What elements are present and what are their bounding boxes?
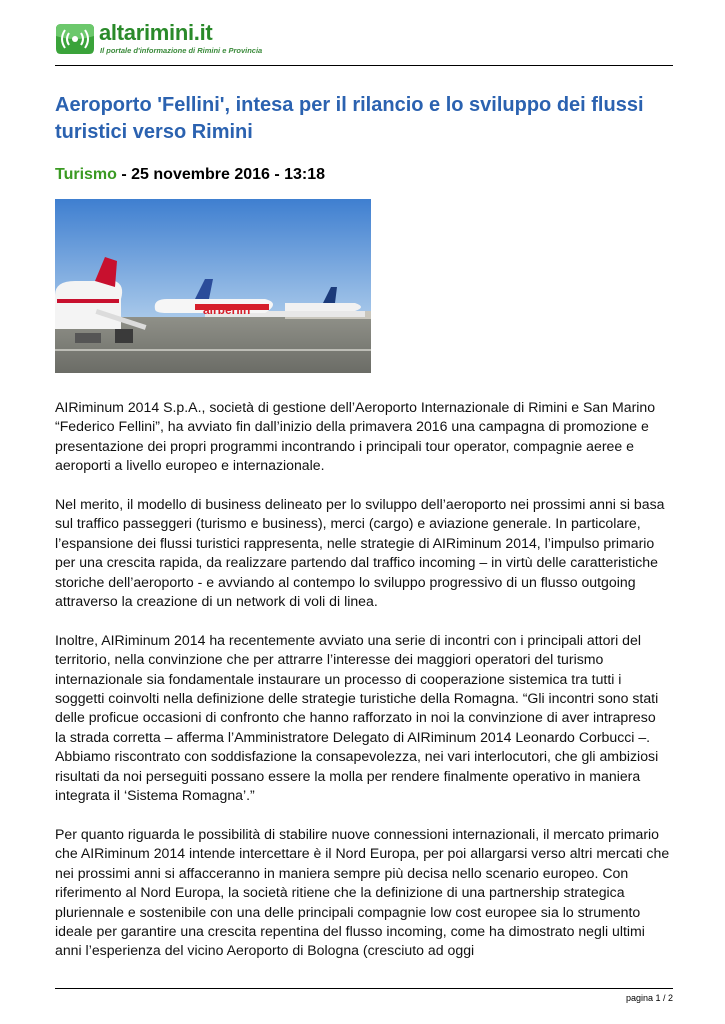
site-tagline: Il portale d'informazione di Rimini e Provincia (100, 46, 263, 55)
page-number: pagina 1 / 2 (625, 993, 673, 1003)
site-header (55, 18, 673, 66)
article-photo (55, 199, 371, 373)
airport-photo-illustration (55, 199, 371, 373)
paragraph: AIRiminum 2014 S.p.A., società di gestione dell’Aeroporto Internazionale di Rimini e San Marino “Federico Fellini”, ha avviato fin dall’inizio della primavera 2016 una campagna di promozione e presentazione dei propri programmi incontrando i principali tour operator, compagnie aeree e aeroporti a livello europeo e internazionale. (55, 399, 656, 474)
article-meta (55, 166, 325, 184)
broadcast-icon (55, 22, 95, 56)
article-title: Aeroporto 'Fellini', intesa per il rilancio e lo sviluppo dei flussi turistici verso Rimini (55, 94, 644, 143)
article-category[interactable]: Turismo (55, 166, 117, 183)
paragraph: Inoltre, AIRiminum 2014 ha recentemente avviato una serie di incontri con i principali attori del territorio, nella convinzione che per attrarre l’interesse dei maggiori operatori del turismo internazionale sia fondamentale instaurare un processo di cooperazione sistemica tra tutti i soggetti coinvolti nella definizione delle strategie turistiche della Romagna. “Gli incontri sono stati delle proficue occasioni di confronto che hanno rafforzato in noi la convinzione di aver intrapreso la strada corretta – afferma l’Amministratore Delegato di AIRiminum 2014 Leonardo Corbucci –. Abbiamo riscontrato con soddisfazione la consapevolezza, nei vari interlocutori, che gli ambiziosi risultati da noi perseguiti possano essere la molla per rendere finalmente operativo in maniera integrata il ‘Sistema Romagna’.” (55, 631, 659, 804)
site-name[interactable]: altarimini.it (99, 20, 213, 45)
article-body (55, 398, 670, 980)
paragraph: Nel merito, il modello di business delineato per lo sviluppo dell’aeroporto nei prossimi anni si basa sul traffico passeggeri (turismo e business), merci (cargo) e aviazione generale. In particolare, l’espansione dei flussi turistici rappresenta, nelle strategie di AIRiminum 2014, l’impulso primario per una crescita rapida, da realizzare partendo dal traffico incoming – in virtù delle caratteristiche storiche dell’aeroporto - e avviando al contempo lo sviluppo progressivo di un flusso outgoing attraverso la creazione di un network di voli di linea. (55, 496, 665, 610)
paragraph: Per quanto riguarda le possibilità di stabilire nuove connessioni internazionali, il mercato primario che AIRiminum 2014 intende intercettare è il Nord Europa, per poi allargarsi verso altri mercati che nei prossimi anni si affacceranno in maniera sempre più decisa nello scenario europeo. Con riferimento al Nord Europa, la società ritiene che la definizione di una partnership strategica pluriennale e sostenibile con una delle principali compagnie low cost europee sia lo strumento ideale per garantire una crescita repentina del flusso incoming, come ha dimostrato negli ultimi anni l’esperienza del vicino Aeroporto di Bologna (cresciuto ad oggi (55, 825, 670, 959)
svg-text:airberlin: airberlin (203, 303, 251, 317)
article-date: - 25 novembre 2016 - 13:18 (116, 166, 326, 183)
page-footer (55, 988, 673, 1003)
